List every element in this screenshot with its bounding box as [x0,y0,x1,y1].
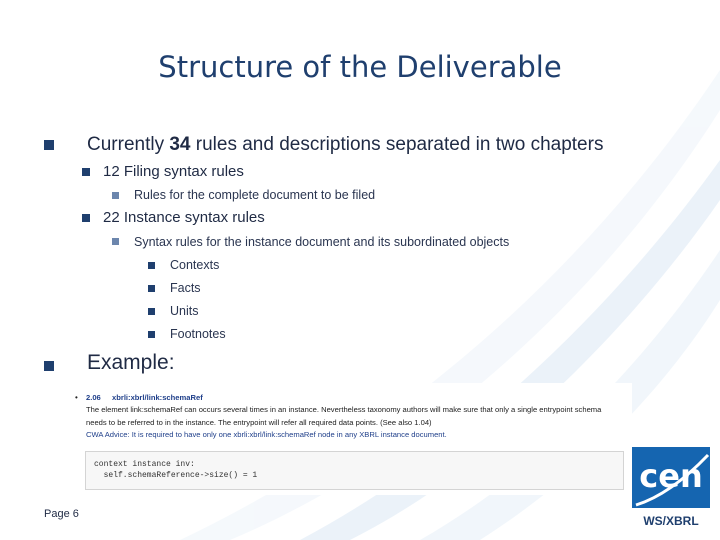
rule-count: 34 [169,134,191,155]
intro-before: Currently [87,134,170,155]
bullet-icon [44,361,54,371]
example-label: Example: [87,351,175,374]
page-number: Page 6 [44,508,79,520]
instance-sub: Syntax rules for the instance document and its subordinated objects [134,235,510,249]
instance-item: Units [170,304,199,318]
example-number: 2.06 [86,393,101,402]
bullet-icon [148,285,155,292]
bullet-icon [112,238,119,245]
code-line: self.schemaReference->size() = 1 [94,471,258,480]
logo-subtext: WS/XBRL [643,514,699,528]
example-text: needs to be referred to in the instance. The entrypoint will refer all required data points. (See also 1.04) [86,418,432,427]
example-advice: CWA Advice: It is required to have only one xbrli:xbrl/link:schemaRef node in any XBRL instance document. [86,430,447,439]
instance-item: Contexts [170,258,220,272]
svg-text:cen: cen [639,457,703,495]
example-heading: xbrli:xbrl/link:schemaRef [112,393,203,402]
slide-title: Structure of the Deliverable [158,50,562,84]
code-block [85,451,624,490]
bullet-icon [148,262,155,269]
instance-heading: 22 Instance syntax rules [103,209,265,226]
example-screenshot [72,383,632,495]
bullet-icon [148,331,155,338]
intro-text [87,134,603,156]
bullet-icon [82,168,90,176]
code-line: context instance inv: [94,460,195,469]
cen-logo-icon [632,447,710,530]
bullet-icon [82,214,90,222]
instance-item: Facts [170,281,201,295]
filing-sub: Rules for the complete document to be filed [134,188,376,202]
bullet-icon [148,308,155,315]
instance-item: Footnotes [170,327,226,341]
example-bullet: • [75,393,78,402]
bullet-icon [112,192,119,199]
example-text: The element link:schemaRef can occurs several times in an instance. Nevertheless taxonomy authors will make sure that only a single entrypoint schema [86,405,602,414]
filing-heading: 12 Filing syntax rules [103,163,244,180]
intro-after: rules and descriptions separated in two chapters [190,134,604,155]
bullet-icon [44,140,54,150]
